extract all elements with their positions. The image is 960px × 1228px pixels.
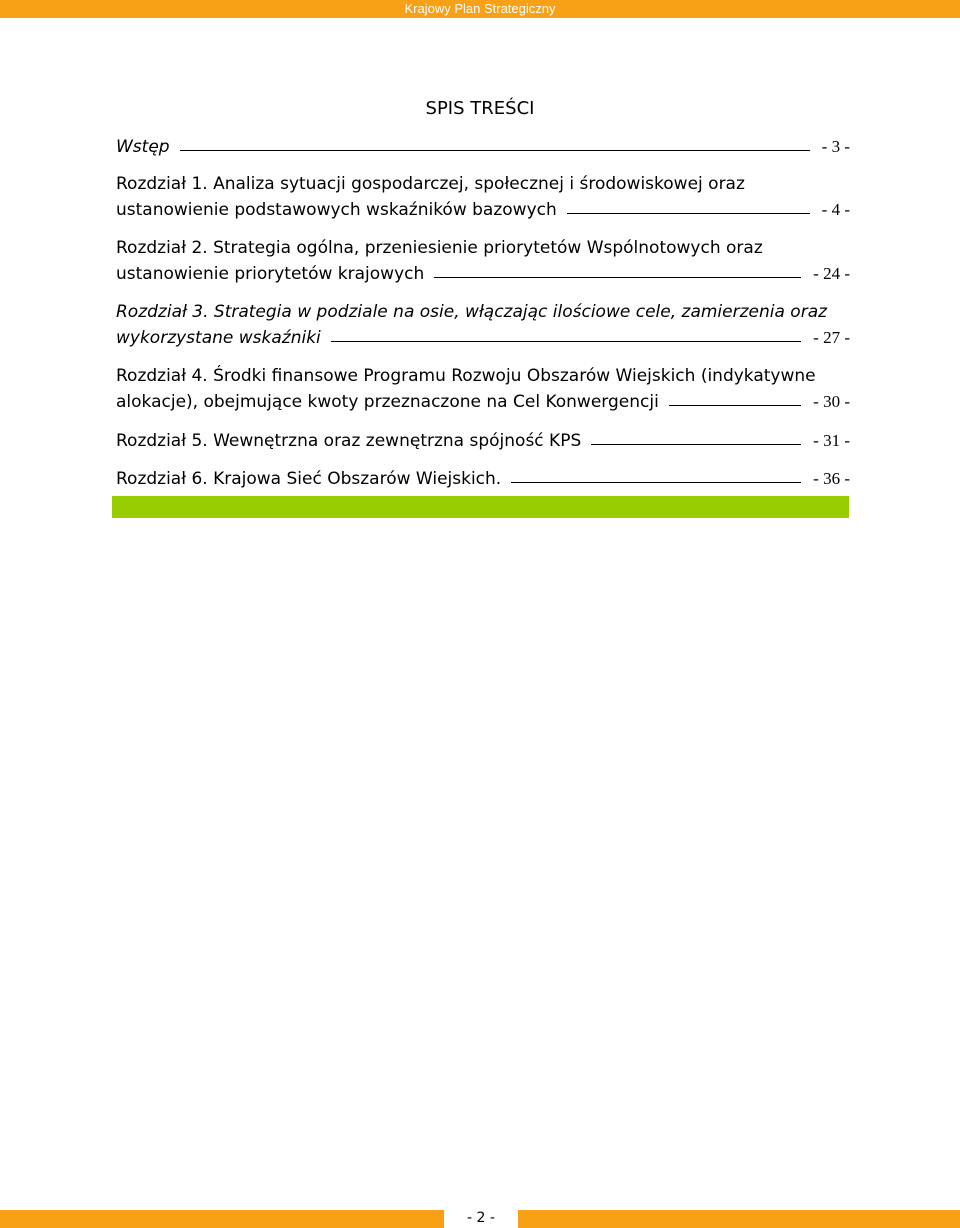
toc-entry-chapter-6[interactable]: [116, 466, 850, 492]
dot-leader: [180, 150, 810, 151]
header-title: Krajowy Plan Strategiczny: [404, 1, 556, 16]
toc-entry-label: Rozdział 6. Krajowa Sieć Obszarów Wiejskich.: [116, 469, 502, 489]
toc-page-number: - 3 -: [821, 137, 850, 156]
toc-entry-chapter-4[interactable]: [116, 364, 850, 415]
toc-entry-label: Rozdział 3. Strategia w podziale na osie, włączając ilościowe cele, zamierzenia oraz: [116, 302, 828, 322]
toc-entry-chapter-5[interactable]: [116, 428, 850, 454]
toc-entry-chapter-2[interactable]: [116, 236, 850, 287]
toc-entry-chapter-3[interactable]: [116, 300, 850, 351]
toc-entry-chapter-1[interactable]: [116, 172, 850, 223]
dot-leader: [591, 444, 801, 445]
toc-page-number: - 36 -: [813, 469, 850, 488]
toc-page-number: - 4 -: [821, 200, 850, 219]
toc-entry-label: Rozdział 5. Wewnętrzna oraz zewnętrzna spójność KPS: [116, 431, 582, 451]
toc-entry-label-cont: alokacje), obejmujące kwoty przeznaczone na Cel Konwergencji: [116, 392, 659, 412]
toc-entry-label-cont: ustanowienie priorytetów krajowych: [116, 264, 425, 284]
dot-leader: [331, 341, 801, 342]
header-bar: [0, 0, 960, 18]
dot-leader: [669, 405, 801, 406]
page-number: - 2 -: [444, 1208, 518, 1228]
toc-entry-label: Rozdział 1. Analiza sytuacji gospodarczej, społecznej i środowiskowej oraz: [116, 174, 745, 194]
toc-title: SPIS TREŚCI: [425, 98, 535, 119]
green-divider-bar: [112, 496, 849, 518]
toc-entry-label-cont: ustanowienie podstawowych wskaźników bazowych: [116, 200, 557, 220]
toc-entry-intro[interactable]: [116, 134, 850, 160]
toc-entry-label: Wstęp: [116, 137, 170, 157]
toc-page-number: - 27 -: [813, 328, 850, 347]
toc-entry-label-cont: wykorzystane wskaźniki: [116, 328, 321, 348]
toc-entry-label: Rozdział 4. Środki finansowe Programu Rozwoju Obszarów Wiejskich (indykatywne: [116, 366, 816, 386]
toc-entry-label: Rozdział 2. Strategia ogólna, przeniesienie priorytetów Wspólnotowych oraz: [116, 238, 763, 258]
dot-leader: [567, 213, 810, 214]
toc-page-number: - 31 -: [813, 431, 850, 450]
table-of-contents: [116, 134, 850, 504]
toc-page-number: - 30 -: [813, 392, 850, 411]
toc-page-number: - 24 -: [813, 264, 850, 283]
dot-leader: [511, 482, 801, 483]
dot-leader: [434, 277, 801, 278]
